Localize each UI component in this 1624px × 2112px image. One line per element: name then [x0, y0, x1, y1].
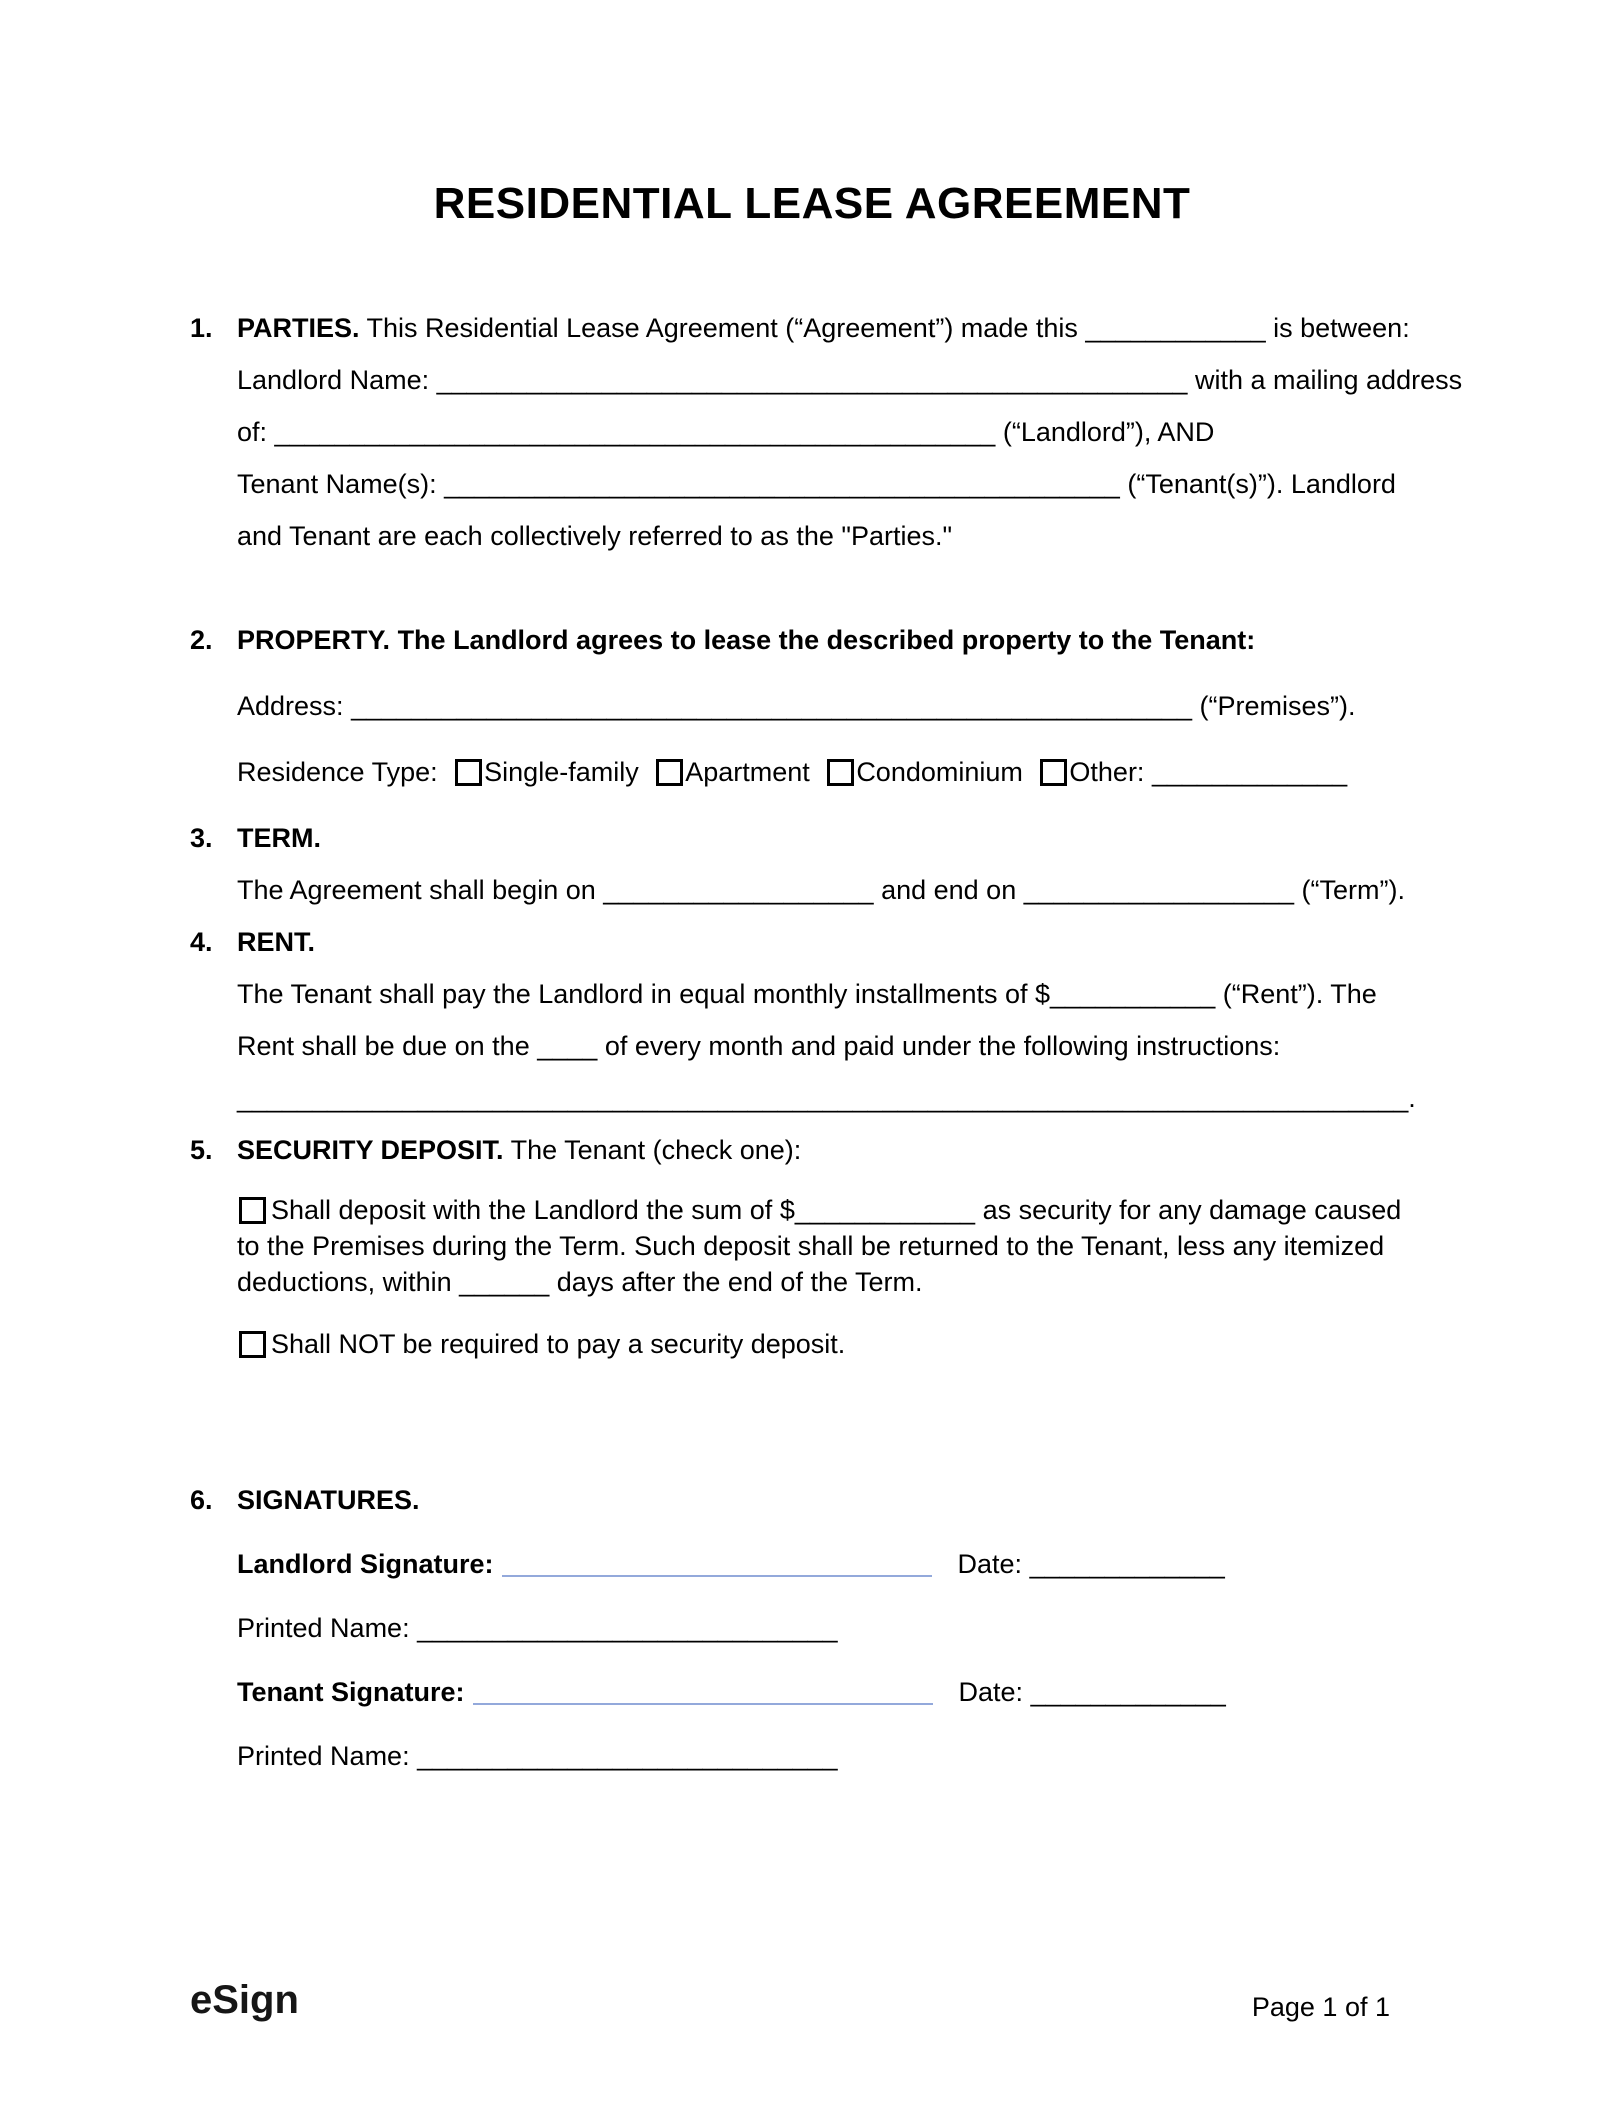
landlord-name-suffix: with a mailing address [1194, 365, 1463, 395]
property-address-blank[interactable]: ________________________________________________________ [351, 691, 1192, 721]
option-apartment-label: Apartment [685, 757, 810, 787]
section-rent-body [237, 916, 1434, 1124]
property-heading: PROPERTY. [237, 625, 391, 655]
landlord-date-blank[interactable]: _____________ [1029, 1549, 1225, 1579]
deposit-amount-blank[interactable]: $____________ [779, 1195, 976, 1225]
tenant-name-label: Tenant Name(s): [237, 469, 437, 499]
tenant-suffix: (“Tenant(s)”). Landlord [1127, 469, 1396, 499]
security-heading-line [237, 1124, 1434, 1176]
tenant-date-label: Date: [958, 1677, 1024, 1707]
parties-line-5: and Tenant are each collectively referred to as the "Parties." [237, 521, 953, 551]
landlord-suffix: (“Landlord”), AND [1002, 417, 1215, 447]
deposit-text-3: deductions, within [237, 1267, 452, 1297]
parties-line-1 [237, 302, 1434, 354]
rent-amount-blank[interactable]: $___________ [1035, 979, 1216, 1009]
address-label: Address: [237, 691, 344, 721]
term-dates-line [237, 864, 1434, 916]
deposit-required-option [237, 1192, 1434, 1300]
parties-intro-text: This Residential Lease Agreement (“Agreement”) made this [366, 313, 1078, 343]
tenant-printed-name-row [237, 1730, 1434, 1782]
property-heading-line [237, 614, 1434, 666]
landlord-name-label: Landlord Name: [237, 365, 430, 395]
tenant-date-blank[interactable]: _____________ [1030, 1677, 1226, 1707]
option-condominium-label: Condominium [856, 757, 1023, 787]
payment-instructions-line [237, 1072, 1434, 1124]
landlord-printed-name-label: Printed Name: [237, 1613, 410, 1643]
rent-due-day-blank[interactable]: ____ [537, 1031, 598, 1061]
landlord-name-blank[interactable]: __________________________________________________ [436, 365, 1188, 395]
residence-type-line [237, 746, 1434, 798]
rent-heading: RENT. [237, 927, 316, 957]
term-heading: TERM. [237, 823, 321, 853]
section-rent-number: 4. [190, 927, 213, 957]
rent-due-text: Rent shall be due on the [237, 1031, 530, 1061]
tenant-signature-label: Tenant Signature: [237, 1677, 465, 1707]
tenant-name-blank[interactable]: _____________________________________________ [444, 469, 1120, 499]
mailing-address-label: of: [237, 417, 268, 447]
landlord-address-blank[interactable]: ________________________________________________ [274, 417, 996, 447]
property-heading-rest: The Landlord agrees to lease the described property to the Tenant: [397, 625, 1256, 655]
no-deposit-text: Shall NOT be required to pay a security deposit. [271, 1329, 846, 1359]
page-footer [190, 1978, 1390, 2023]
section-security-number: 5. [190, 1135, 213, 1165]
rent-heading-line [237, 916, 1434, 968]
parties-intro-end: is between: [1273, 313, 1410, 343]
payment-instructions-blank[interactable]: ______________________________________________________________________________. [237, 1083, 1416, 1113]
checkbox-no-deposit[interactable] [239, 1331, 266, 1358]
section-signatures-number: 6. [190, 1485, 213, 1515]
term-mid-text: and end on [881, 875, 1017, 905]
signatures-heading-line [237, 1474, 1434, 1526]
section-signatures-body [237, 1474, 1434, 1782]
rent-line-2 [237, 1020, 1434, 1072]
section-property [190, 614, 1434, 812]
section-parties [190, 302, 1463, 562]
security-heading-rest: The Tenant (check one): [510, 1135, 802, 1165]
residence-other-blank[interactable]: _____________ [1151, 757, 1348, 787]
term-end-blank[interactable]: __________________ [1023, 875, 1295, 905]
landlord-date-label: Date: [957, 1549, 1023, 1579]
landlord-printed-name-blank[interactable]: ____________________________ [417, 1613, 838, 1643]
parties-line-3 [237, 406, 1434, 458]
option-other-label: Other: [1069, 757, 1145, 787]
checkbox-deposit-required[interactable] [239, 1197, 266, 1224]
tenant-printed-name-blank[interactable]: ____________________________ [417, 1741, 838, 1771]
term-heading-line [237, 812, 1434, 864]
parties-heading: PARTIES. [237, 313, 360, 343]
made-this-date-blank[interactable]: ____________ [1085, 313, 1266, 343]
rent-line-1 [237, 968, 1434, 1020]
signatures-heading: SIGNATURES. [237, 1485, 420, 1515]
section-signatures [190, 1474, 1434, 1782]
section-property-number: 2. [190, 625, 213, 655]
tenant-signature-row [237, 1666, 1434, 1718]
section-parties-number: 1. [190, 313, 213, 343]
rent-text-2: (“Rent”). The [1222, 979, 1377, 1009]
section-term [190, 812, 1434, 916]
rent-due-suffix: of every month and paid under the following instructions: [604, 1031, 1281, 1061]
section-security-deposit [190, 1124, 1434, 1362]
section-rent [190, 916, 1434, 1124]
deposit-text-1: Shall deposit with the Landlord the sum of [271, 1195, 773, 1225]
residence-type-label: Residence Type: [237, 757, 438, 787]
term-begin-text: The Agreement shall begin on [237, 875, 596, 905]
deposit-option-line-2: to the Premises during the Term. Such deposit shall be returned to the Tenant, less any itemized [237, 1231, 1385, 1261]
premises-suffix: (“Premises”). [1199, 691, 1356, 721]
tenant-printed-name-label: Printed Name: [237, 1741, 410, 1771]
term-start-blank[interactable]: __________________ [603, 875, 874, 905]
property-address-line [237, 680, 1434, 732]
option-single-family-label: Single-family [484, 757, 639, 787]
checkbox-apartment[interactable] [656, 759, 683, 786]
parties-line-2 [237, 354, 1463, 406]
parties-line-4 [237, 458, 1434, 510]
term-suffix: (“Term”). [1301, 875, 1406, 905]
checkbox-other[interactable] [1040, 759, 1067, 786]
section-term-body [237, 812, 1434, 916]
deposit-text-4: days after the end of the Term. [556, 1267, 923, 1297]
checkbox-single-family[interactable] [455, 759, 482, 786]
page-number-label: Page 1 of 1 [1251, 1992, 1390, 2022]
section-property-body [237, 614, 1434, 812]
no-deposit-option [237, 1326, 1434, 1362]
deposit-option-line-3 [237, 1264, 1434, 1300]
deposit-days-blank[interactable]: ______ [459, 1267, 550, 1297]
esign-logo: eSign [190, 1978, 299, 2022]
deposit-option-line-1 [237, 1192, 1434, 1228]
tenant-signature-line[interactable] [473, 1675, 933, 1705]
section-parties-body [237, 302, 1463, 562]
rent-text-1: The Tenant shall pay the Landlord in equal monthly installments of [237, 979, 1028, 1009]
landlord-signature-label: Landlord Signature: [237, 1549, 494, 1579]
landlord-signature-line[interactable] [502, 1547, 932, 1577]
section-security-body [237, 1124, 1434, 1362]
landlord-printed-name-row [237, 1602, 1434, 1654]
section-term-number: 3. [190, 823, 213, 853]
document-title: RESIDENTIAL LEASE AGREEMENT [433, 179, 1191, 228]
deposit-text-2: as security for any damage caused [982, 1195, 1402, 1225]
checkbox-condominium[interactable] [827, 759, 854, 786]
no-deposit-line [237, 1326, 1434, 1362]
security-heading: SECURITY DEPOSIT. [237, 1135, 504, 1165]
landlord-signature-row [237, 1538, 1434, 1590]
